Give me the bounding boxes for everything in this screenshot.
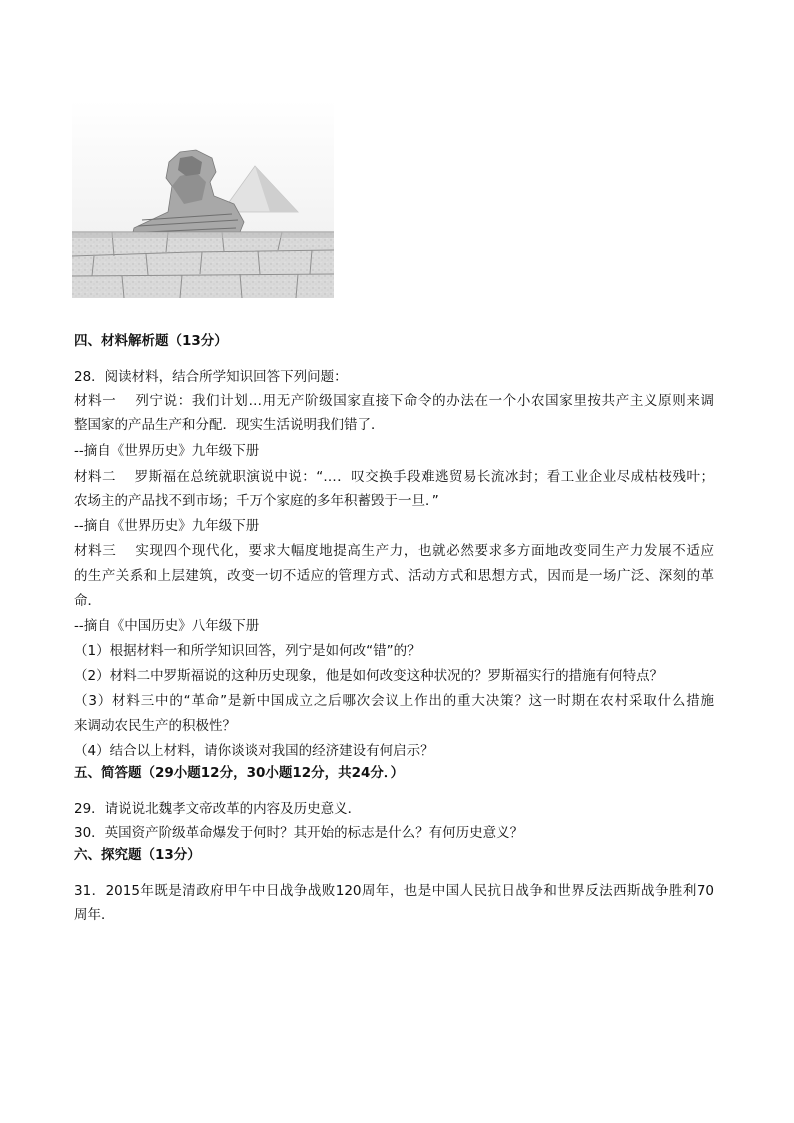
material-2-text-cont: 农场主的产品找不到市场；千万个家庭的多年积蓄毁于一旦．” [74, 493, 439, 509]
material-3-text-end: 命． [74, 593, 101, 609]
question-30: 30．英国资产阶级革命爆发于何时？其开始的标志是什么？有何历史意义？ [74, 825, 524, 841]
material-3-source: --摘自《中国历史》八年级下册 [74, 618, 260, 634]
material-3-text-cont: 的生产关系和上层建筑，改变一切不适应的管理方式、活动方式和思想方式，因而是一场广泛、深刻的革 [74, 568, 714, 584]
sub-question-3-cont: 来调动农民生产的积极性？ [74, 718, 236, 734]
material-1-text-cont: 整国家的产品生产和分配．现实生活说明我们错了． [74, 417, 385, 433]
sub-question-3: （3）材料三中的“革命”是新中国成立之后哪次会议上作出的重大决策？这一时期在农村采取什么措施 [74, 693, 714, 709]
section-4-heading: 四、材料解析题（13分） [74, 333, 228, 349]
question-28-prompt: 28．阅读材料，结合所学知识回答下列问题： [74, 369, 348, 385]
material-1-text: 材料一 列宁说：我们计划…用无产阶级国家直接下命令的办法在一个小农国家里按共产主义原则来调 [74, 393, 714, 409]
question-31: 31．2015年既是清政府甲午中日战争战败120周年，也是中国人民抗日战争和世界反法西斯战争胜利70 [74, 883, 714, 899]
material-2-text: 材料二 罗斯福在总统就职演说中说：“…．叹交换手段难逃贸易长流冰封；看工业企业尽成枯枝残叶； [74, 469, 714, 485]
material-3-text: 材料三 实现四个现代化，要求大幅度地提高生产力，也就必然要求多方面地改变同生产力发展不适应 [74, 543, 714, 559]
sub-question-1: （1）根据材料一和所学知识回答，列宁是如何改“错”的？ [74, 643, 421, 659]
material-2-source: --摘自《世界历史》九年级下册 [74, 518, 260, 534]
question-29: 29．请说说北魏孝文帝改革的内容及历史意义． [74, 801, 362, 817]
material-1-source: --摘自《世界历史》九年级下册 [74, 443, 260, 459]
sub-question-4: （4）结合以上材料，请你谈谈对我国的经济建设有何启示？ [74, 743, 434, 759]
section-6-heading: 六、探究题（13分） [74, 847, 201, 863]
sub-question-2: （2）材料二中罗斯福说的这种历史现象，他是如何改变这种状况的？罗斯福实行的措施有何特点？ [74, 668, 664, 684]
question-31-cont: 周年． [74, 907, 115, 923]
section-5-heading: 五、简答题（29小题12分，30小题12分，共24分．） [74, 765, 405, 781]
sphinx-pyramid-photo [72, 100, 334, 298]
